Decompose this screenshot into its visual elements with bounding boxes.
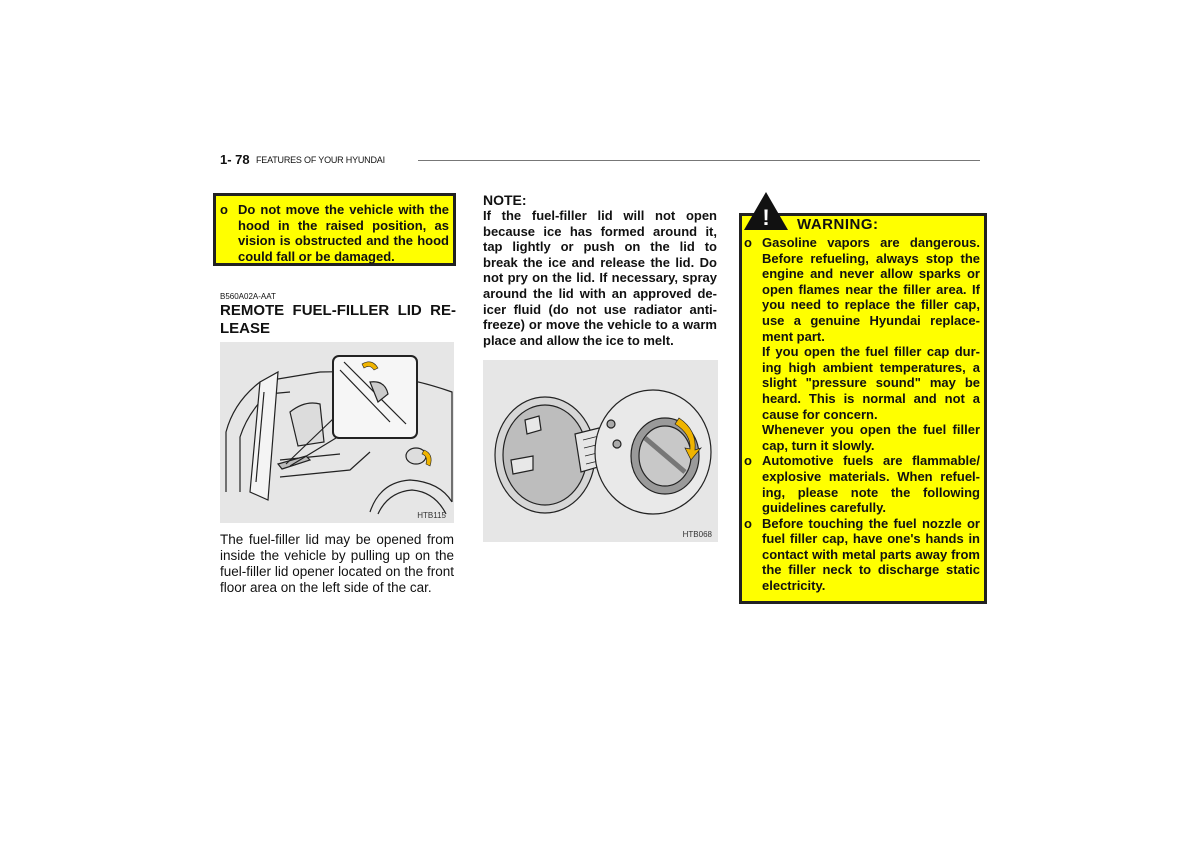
warning-line: cap, turn it slowly.: [762, 437, 875, 453]
caution-line: could fall or be damaged.: [238, 248, 395, 264]
figure-caption: HTB068: [682, 530, 712, 539]
note-text: [483, 208, 717, 348]
note-line: around the lid with an approved de-: [483, 285, 717, 301]
warning-line: slight "pressure sound" may be: [762, 375, 980, 391]
note-line: If the fuel-filler lid will not open: [483, 208, 717, 223]
warning-bullet: o: [744, 453, 752, 469]
warning-bullet: o: [744, 515, 752, 531]
warning-line: Gasoline vapors are dangerous.: [762, 235, 980, 250]
body-line: fuel-filler lid opener located on the front: [220, 564, 454, 579]
warning-bullet: o: [744, 235, 752, 250]
body-line: The fuel-filler lid may be opened from: [220, 532, 454, 547]
warning-line: If you open the fuel filler cap dur-: [762, 344, 980, 360]
warning-line: open flames near the filler area. If: [762, 281, 980, 297]
note-line: break the ice and release the lid. Do: [483, 254, 717, 270]
warning-line: explosive materials. When refuel-: [762, 468, 980, 484]
warning-line: use a genuine Hyundai replace-: [762, 312, 980, 328]
warning-line: Whenever you open the fuel filler: [762, 422, 980, 438]
warning-item: [744, 516, 980, 594]
warning-title: WARNING:: [797, 216, 879, 233]
section-title: FEATURES OF YOUR HYUNDAI: [256, 155, 385, 165]
page-number: 1- 78: [220, 152, 250, 167]
warning-symbol: !: [762, 205, 770, 230]
note-line: icer fluid (do not use radiator anti-: [483, 301, 717, 317]
warning-list: [744, 235, 980, 594]
heading-line: REMOTE FUEL-FILLER LID RE-: [220, 302, 456, 319]
section-body: [220, 532, 454, 596]
warning-line: you need to replace the filler cap,: [762, 297, 980, 313]
note-title: NOTE:: [483, 192, 527, 208]
header-rule: [418, 160, 980, 161]
caution-line: Do not move the vehicle with the: [238, 202, 449, 217]
note-line: freeze) or move the vehicle to a warm: [483, 317, 717, 333]
warning-line: ing, please note the following: [762, 484, 980, 500]
warning-line: engine and never allow sparks or: [762, 266, 980, 282]
warning-line: guidelines carefully.: [762, 500, 887, 516]
warning-line: cause for concern.: [762, 406, 878, 422]
body-line: inside the vehicle by pulling up on the: [220, 548, 454, 563]
fuel-lid-illustration: [483, 360, 718, 542]
section-heading: [220, 302, 456, 338]
note-line: tap lightly or push on the lid to: [483, 239, 717, 255]
caution-line: hood in the raised position, as: [238, 217, 449, 233]
warning-line: ment part.: [762, 328, 825, 344]
caution-bullet: o: [220, 202, 228, 217]
warning-line: the filler neck to discharge static: [762, 562, 980, 578]
warning-line: Before refueling, always stop the: [762, 250, 980, 266]
caution-box: [213, 193, 456, 266]
warning-line: ing high ambient temperatures, a: [762, 359, 980, 375]
figure-fuel-lid-opener: [220, 342, 454, 523]
heading-line: LEASE: [220, 320, 271, 337]
warning-item: [744, 453, 980, 515]
warning-line: electricity.: [762, 578, 826, 594]
figure-fuel-lid: [483, 360, 718, 542]
warning-line: fuel filler cap, have one's hands in: [762, 531, 980, 547]
note-line: place and allow the ice to melt.: [483, 332, 674, 348]
warning-line: contact with metal parts away from: [762, 546, 980, 562]
car-illustration: [220, 342, 454, 523]
warning-triangle-icon: [743, 191, 789, 231]
figure-caption: HTB115: [417, 511, 446, 520]
body-line: floor area on the left side of the car.: [220, 580, 432, 595]
note-line: not pry on the lid. If necessary, spray: [483, 270, 717, 286]
caution-line: vision is obstructed and the hood: [238, 233, 449, 249]
section-code: B560A02A-AAT: [220, 292, 276, 301]
warning-line: Before touching the fuel nozzle or: [762, 515, 980, 531]
note-line: because ice has formed around it,: [483, 223, 717, 239]
warning-line: heard. This is normal and not a: [762, 390, 980, 406]
warning-line: Automotive fuels are flammable/: [762, 453, 980, 469]
warning-item: [744, 235, 980, 453]
